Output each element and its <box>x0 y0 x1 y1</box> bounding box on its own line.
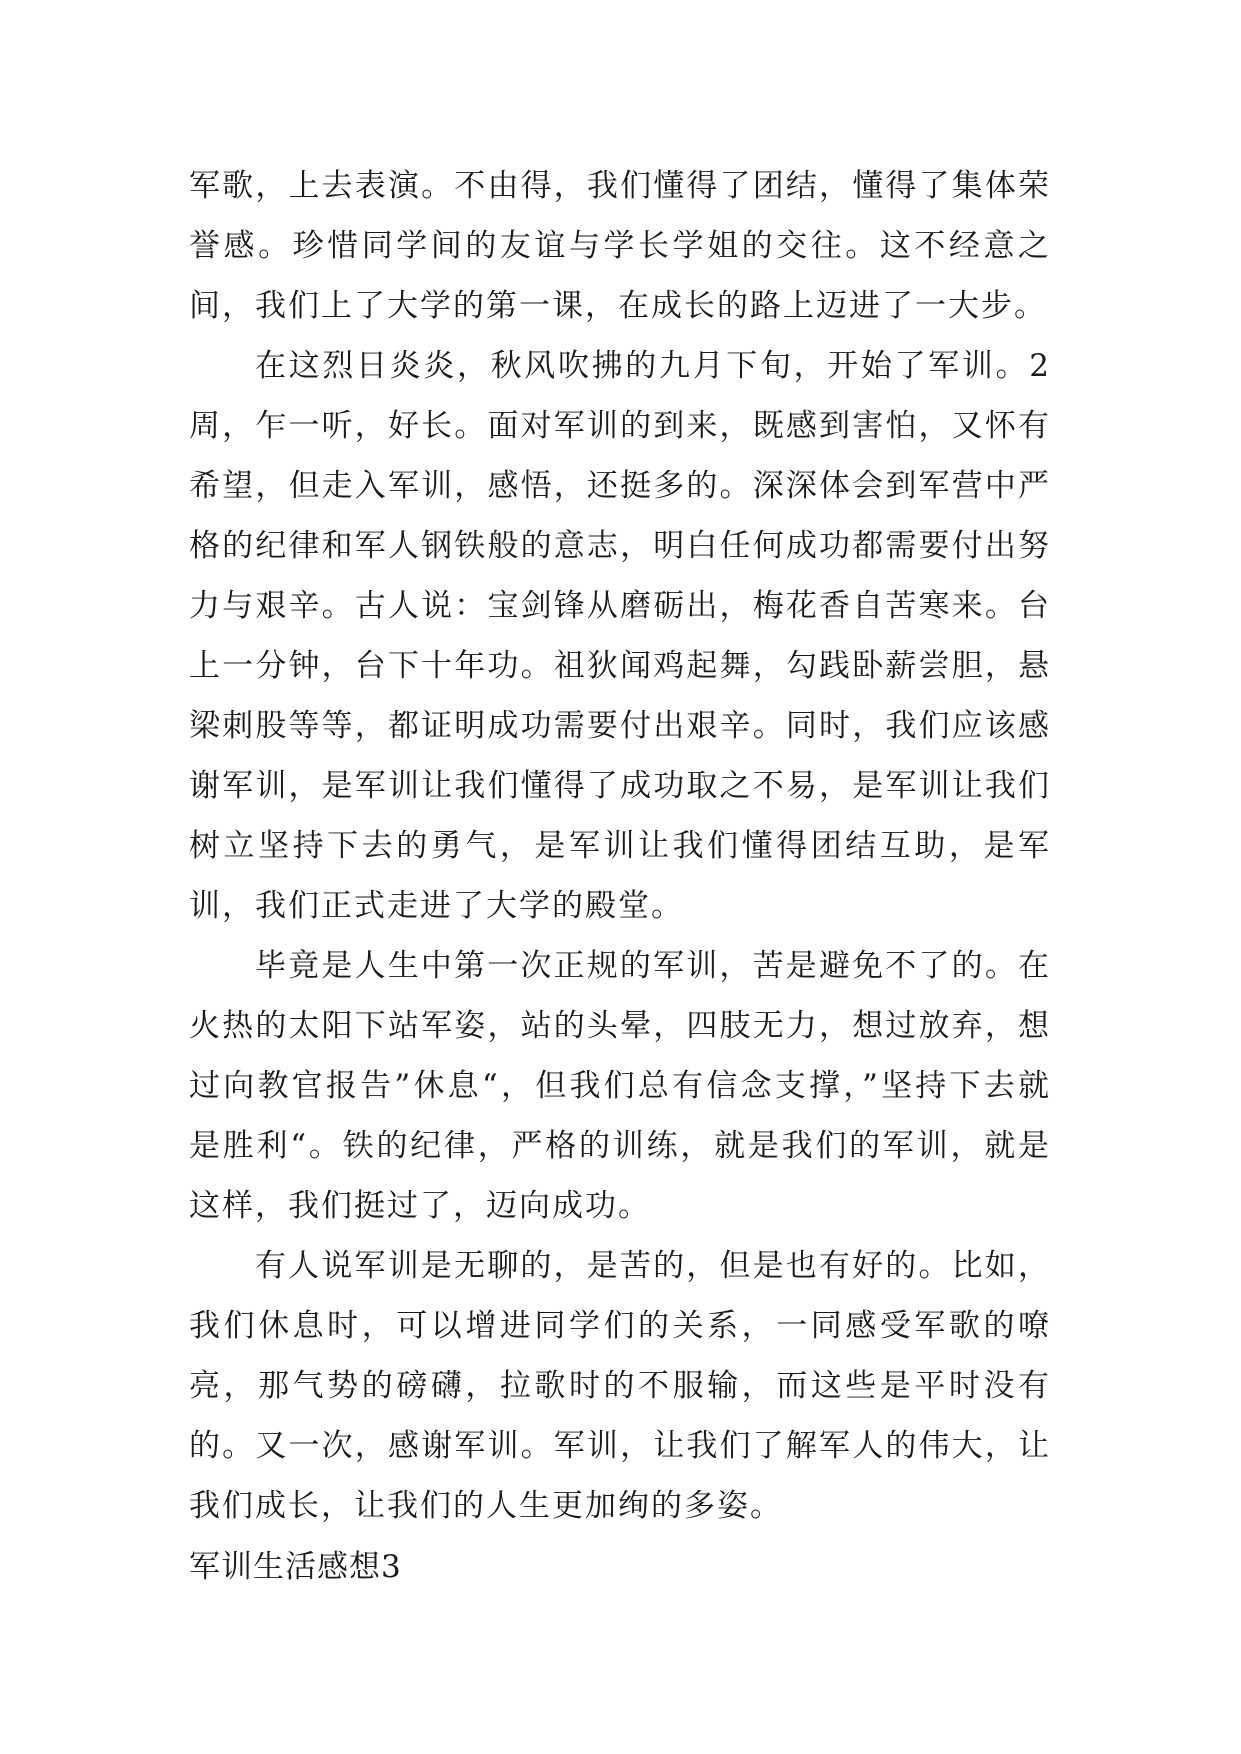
section-heading: 军训生活感想3 <box>189 1549 402 1585</box>
paragraph-3: 毕竟是人生中第一次正规的军训，苦是避免不了的。在火热的太阳下站军姿，站的头晕，四肢无力，想过放弃，想过向教官报告”休息“，但我们总有信念支撑，”坚持下去就是胜利“。铁的纪律，严格的训练，就是我们的军训，就是这样，我们挺过了，迈向成功。 <box>189 948 1051 1224</box>
document-body <box>189 156 1051 1598</box>
paragraph-4: 有人说军训是无聊的，是苦的，但是也有好的。比如，我们休息时，可以增进同学们的关系，一同感受军歌的嘹亮，那气势的磅礴，拉歌时的不服输，而这些是平时没有的。又一次，感谢军训。军训，让我们了解军人的伟大，让我们成长，让我们的人生更加绚的多姿。 <box>189 1248 1051 1524</box>
paragraph-2: 在这烈日炎炎，秋风吹拂的九月下旬，开始了军训。2周，乍一听，好长。面对军训的到来，既感到害怕，又怀有希望，但走入军训，感悟，还挺多的。深深体会到军营中严格的纪律和军人钢铁般的意志，明白任何成功都需要付出努力与艰辛。古人说：宝剑锋从磨砺出，梅花香自苦寒来。台上一分钟，台下十年功。祖狄闻鸡起舞，勾践卧薪尝胆，悬梁刺股等等，都证明成功需要付出艰辛。同时，我们应该感谢军训，是军训让我们懂得了成功取之不易，是军训让我们树立坚持下去的勇气，是军训让我们懂得团结互助，是军训，我们正式走进了大学的殿堂。 <box>189 348 1051 924</box>
paragraph-1: 军歌，上去表演。不由得，我们懂得了团结，懂得了集体荣誉感。珍惜同学间的友谊与学长学姐的交往。这不经意之间，我们上了大学的第一课，在成长的路上迈进了一大步。 <box>189 168 1051 324</box>
